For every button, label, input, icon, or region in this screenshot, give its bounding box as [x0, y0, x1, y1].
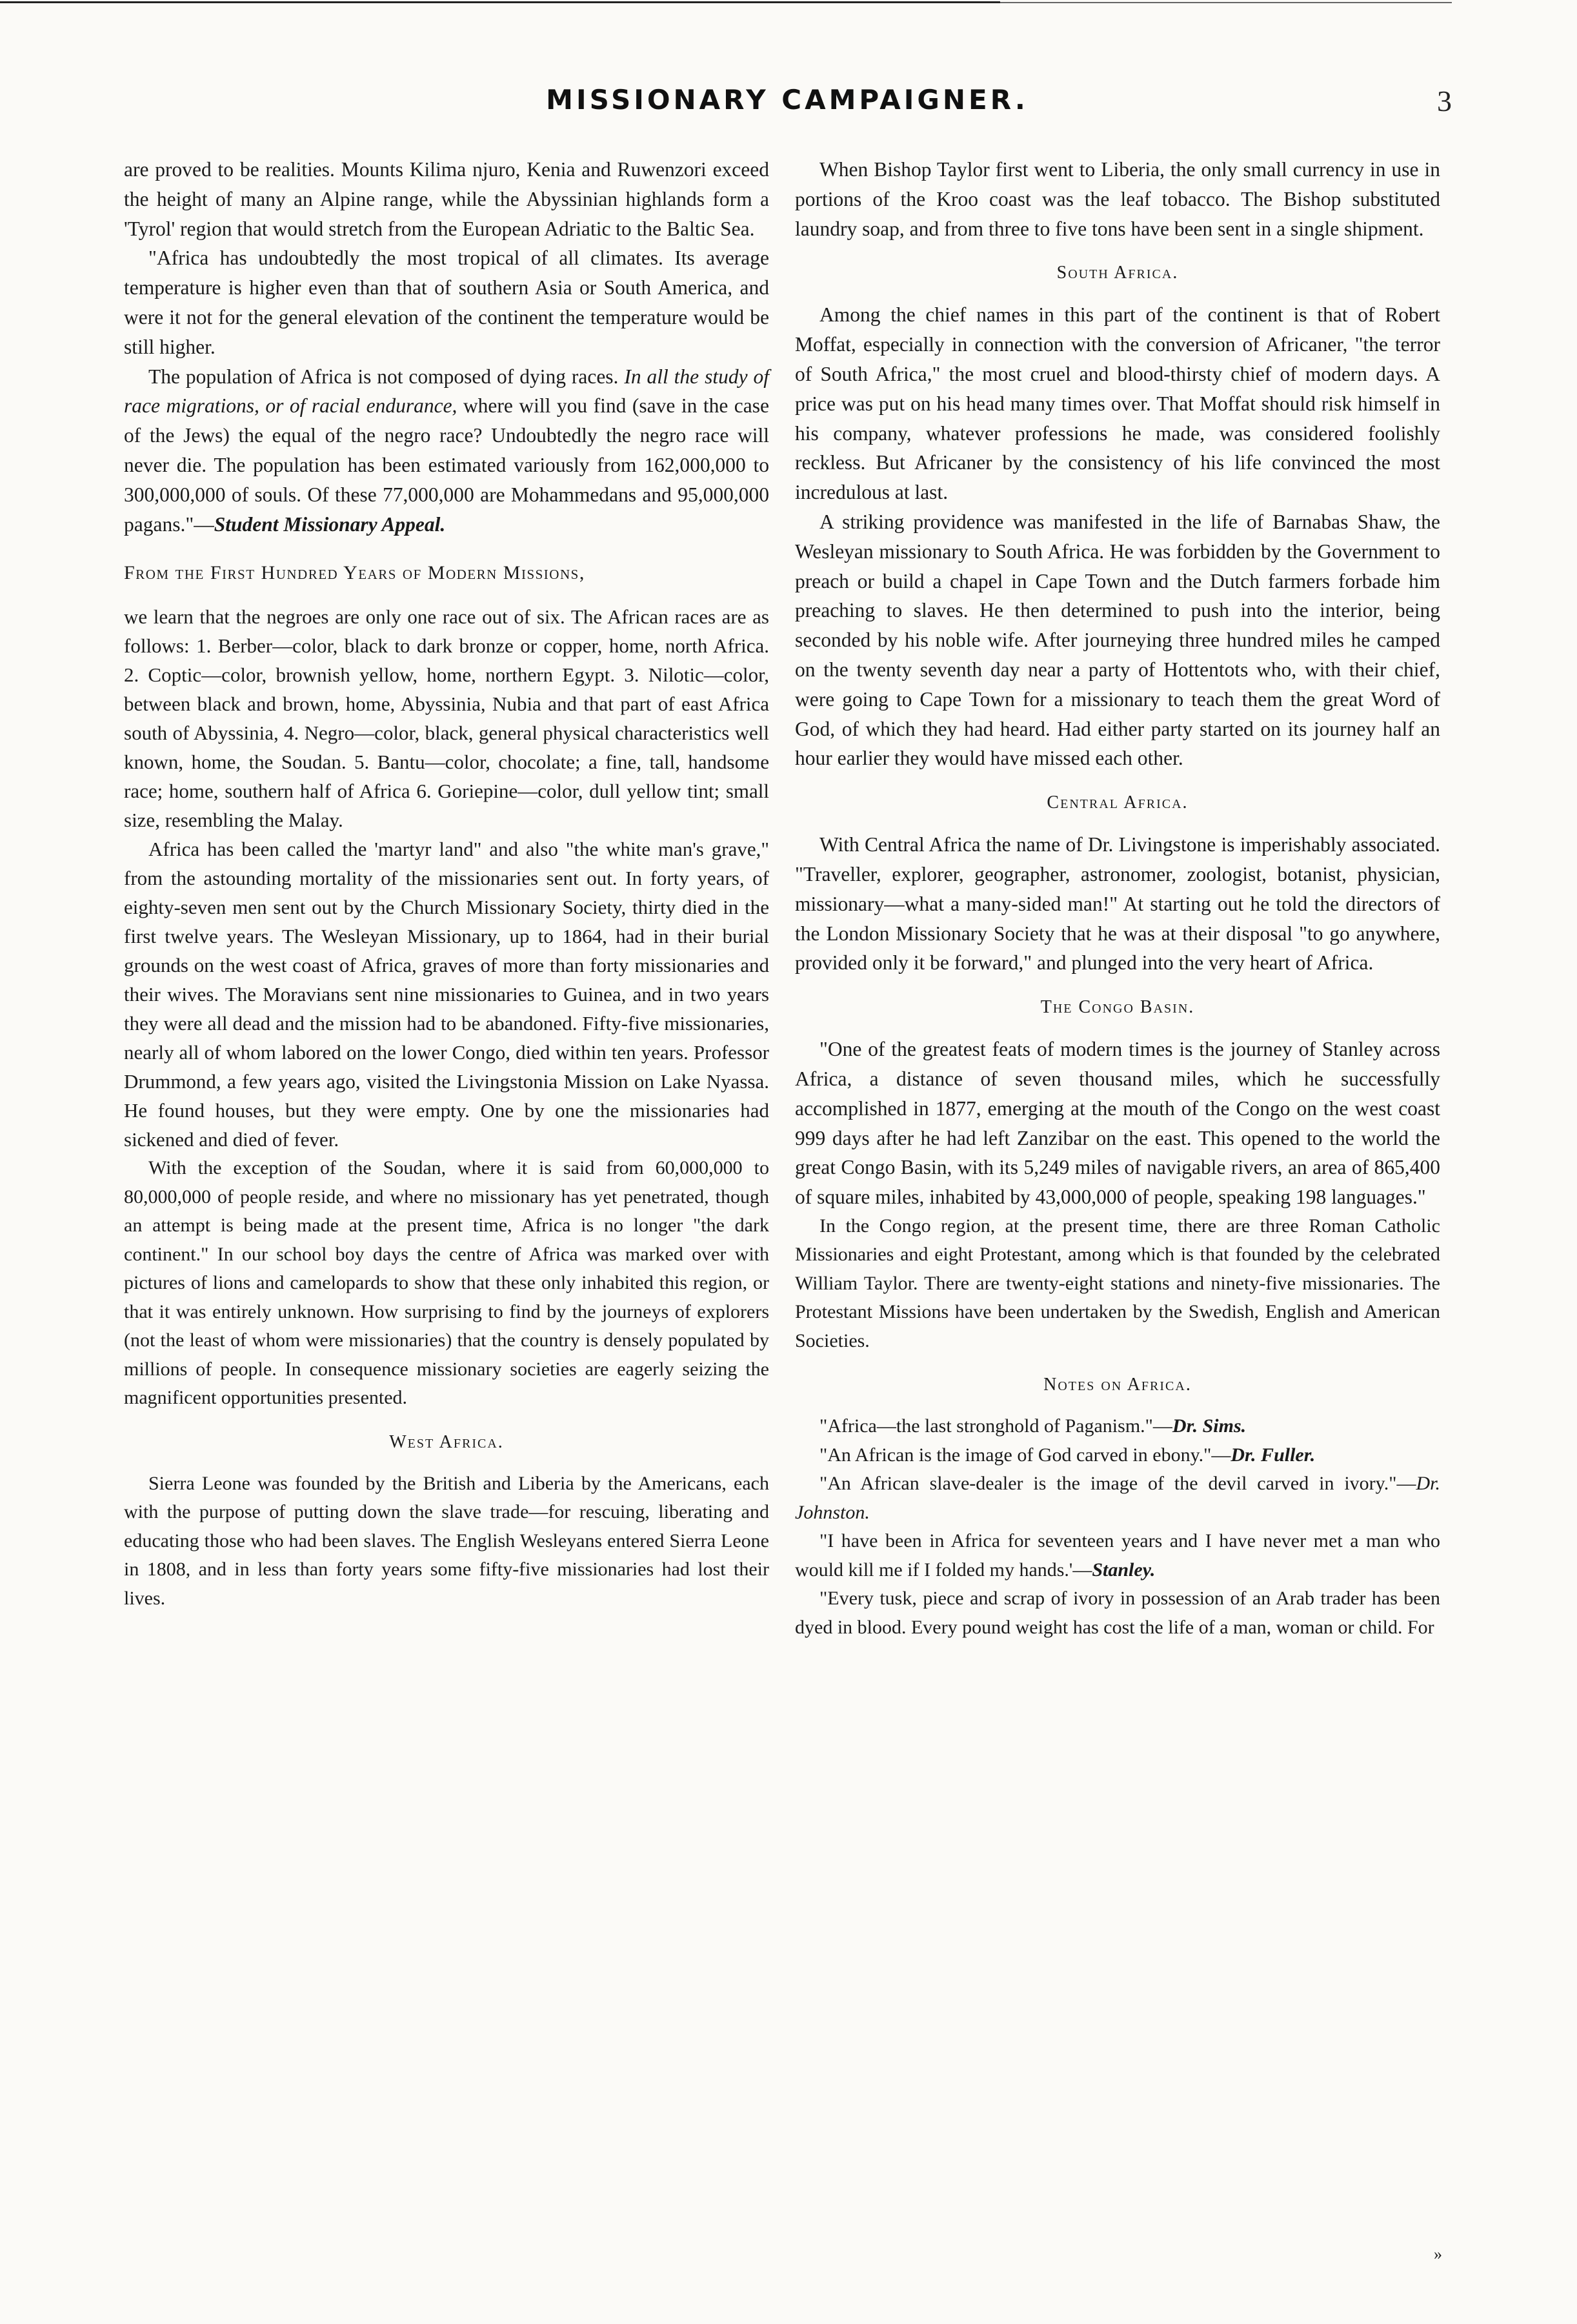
- magazine-title: MISSIONARY CAMPAIGNER.: [546, 84, 1029, 116]
- paragraph-congo-missions: In the Congo region, at the present time, there are three Roman Catholic Missionaries and eight Protestant, among which is that founded by the celebrated William Taylor. There are twenty-eight stations and ninety-five missionaries. The Protestant Missions have been undertaken by the Swedish, English and American Societies.: [795, 1215, 1440, 1351]
- top-rule-thin: [1000, 2, 1452, 3]
- heading-first-hundred-years: From the First Hundred Years of Modern Missions,: [124, 562, 585, 584]
- note-sims-text: "Africa—the last stronghold of Paganism."—: [819, 1415, 1172, 1437]
- paragraph-sierra-leone: Sierra Leone was founded by the British and Liberia by the Americans, each with the purpose of putting down the slave trade—for rescuing, liberating and educating those who had been slaves. The English Wesleyans entered Sierra Leone in 1808, and in less than forty years some fifty-five missionaries had lost their lives.: [124, 1472, 769, 1609]
- note-ivory: "Every tusk, piece and scrap of ivory in possession of an Arab trader has been dyed in blood. Every pound weight has cost the life of a man, woman or child. For: [795, 1588, 1440, 1638]
- heading-notes-on-africa: Notes on Africa.: [1043, 1375, 1192, 1395]
- paragraph-martyr-land: Africa has been called the 'martyr land" and also "the white man's grave," from the astounding mortality of the missionaries sent out. In forty years, of eighty-seven men sent out by the Church Missionary Society, thirty died in the first twelve years. The Wesleyan Missionary, up to 1864, had in their burial grounds on the west coast of Africa, graves of more than forty missionaries and their wives. The Moravians sent nine missionaries to Guinea, and in two years they were all dead and the mission had to be abandoned. Fifty-five missionaries, nearly all of whom labored on the lower Congo, died within ten years. Professor Drummond, a few years ago, visited the Livingstonia Mission on Lake Nyassa. He found houses, but they were empty. One by one the missionaries had sickened and died of fever.: [124, 838, 769, 1151]
- paragraph-mountains: are proved to be realities. Mounts Kilima njuro, Kenia and Ruwenzori exceed the height of many an Alpine range, while the Abyssinian highlands form a 'Tyrol' region that would stretch from the European Adriatic to the Baltic Sea.: [124, 158, 769, 240]
- note-sims-cite: Dr. Sims.: [1172, 1415, 1247, 1437]
- paragraph-bishop-taylor: When Bishop Taylor first went to Liberia, the only small currency in use in portions of the Kroo coast was the leaf tobacco. The Bishop substituted laundry soap, and from three to five tons have been sent in a single shipment.: [795, 158, 1440, 240]
- note-johnston: [795, 1470, 1440, 1527]
- paragraph-soudan: With the exception of the Soudan, where it is said from 60,000,000 to 80,000,000 of people reside, and where no missionary has yet penetrated, though an attempt is being made at the present time, Africa is no longer "the dark continent." In our school boy days the centre of Africa was marked over with pictures of lions and camelopards to show that these only inhabited this region, or that it was entirely unknown. How surprising to find by the journeys of explorers (not the least of whom were missionaries) that the country is densely populated by millions of people. In consequence missionary societies are eagerly seizing the magnificent opportunities presented.: [124, 1157, 769, 1409]
- note-stanley-cite: Stanley.: [1092, 1559, 1156, 1581]
- top-rule: [0, 0, 1577, 4]
- note-stanley-text: "I have been in Africa for seventeen years and I have never met a man who would kill me if I folded my hands.'—: [795, 1530, 1440, 1581]
- note-fuller-cite: Dr. Fuller.: [1230, 1444, 1316, 1466]
- page-corner-mark: »: [1434, 2245, 1442, 2263]
- population-text-a: The population of Africa is not composed of dying races.: [148, 365, 619, 388]
- paragraph-african-races: we learn that the negroes are only one race out of six. The African races are as follows: 1. Berber—color, black to dark bronze or copper, home, north Africa. 2. Coptic—color, brownish yellow, home, northern Egypt. 3. Nilotic—color, between black and brown, home, Abyssinia, Nubia and that part of east Africa south of Abyssinia, 4. Negro—color, black, general physical characteristics well known, home, the Soudan. 5. Bantu—color, chocolate; a fine, tall, handsome race; home, southern half of Africa 6. Goriepine—color, dull yellow tint; small size, resembling the Malay.: [124, 605, 769, 832]
- right-column: [795, 155, 1440, 1642]
- top-rule-thick: [0, 1, 1000, 3]
- paragraph-population: [124, 362, 769, 540]
- note-fuller: [795, 1441, 1440, 1470]
- paragraph-barnabas-shaw: A striking providence was manifested in the life of Barnabas Shaw, the Wesleyan missionary to South Africa. He was forbidden by the Government to preach or build a chapel in Cape Town and the Dutch farmers forbade him preaching to slaves. He then determined to push into the interior, being seconded by his noble wife. After journeying three hundred miles he camped on the twenty seventh day near a party of Hottentots who, with their chief, were going to Cape Town for a missionary to teach them the great Word of God, of which they had heard. Had either party started on its journey half an hour earlier they would have missed each other.: [795, 510, 1440, 770]
- population-text-c: where will you find (save in the case of the Jews) the equal of the negro race? Undoubtedly the negro race will never die. The population has been estimated variously from 162,000,000 to 300,000,000 of souls. Of these 77,000,000 are Mohammedans and 95,000,000 pagans."—: [124, 394, 770, 536]
- paragraph-stanley-journey: "One of the greatest feats of modern times is the journey of Stanley across Africa, a distance of seven thousand miles, which he successfully accomplished in 1877, emerging at the mouth of the Congo on the west coast 999 days after he had left Zanzibar on the east. This opened to the world the great Congo Basin, with its 5,249 miles of navigable rivers, an area of 865,400 of square miles, inhabited by 43,000,000 of people, speaking 198 languages.": [795, 1038, 1440, 1209]
- heading-west-africa: West Africa.: [389, 1431, 504, 1452]
- note-johnston-cite: Dr. Johnston.: [795, 1473, 1440, 1523]
- population-citation: Student Missionary Appeal.: [214, 512, 446, 536]
- paragraph-livingstone: With Central Africa the name of Dr. Livingstone is imperishably associated. "Traveller, explorer, geographer, astronomer, zoologist, botanist, physician, missionary—what a many-sided man!" At starting out he told the directors of the London Missionary Society that he was at their disposal "to go anywhere, provided only it be forward," and plunged into the very heart of Africa.: [795, 833, 1440, 975]
- note-sims: [795, 1412, 1440, 1441]
- note-johnston-text: "An African slave-dealer is the image of the devil carved in ivory."—: [819, 1473, 1416, 1495]
- heading-congo-basin: The Congo Basin.: [1040, 997, 1195, 1018]
- population-italic: In all the study of race migrations, or of racial endurance,: [124, 365, 769, 418]
- paragraph-climate: "Africa has undoubtedly the most tropical of all climates. Its average temperature is higher even than that of southern Asia or South America, and were it not for the general elevation of the continent the temperature would be still higher.: [124, 247, 769, 358]
- page-number: 3: [1437, 85, 1452, 117]
- note-fuller-text: "An African is the image of God carved in ebony."—: [819, 1444, 1231, 1466]
- heading-central-africa: Central Africa.: [1047, 793, 1189, 813]
- note-stanley: [795, 1527, 1440, 1584]
- heading-south-africa: South Africa.: [1056, 263, 1179, 283]
- page-header: [123, 84, 1452, 123]
- left-column: [124, 155, 769, 1613]
- paragraph-moffat: Among the chief names in this part of the continent is that of Robert Moffat, especially in connection with the conversion of Africaner, "the terror of South Africa," the most cruel and blood-thirsty chief of modern days. A price was put on his head many times over. That Moffat should risk himself in his company, whatever professions he made, was considered foolishly reckless. But Africaner by the consistency of his life convinced the most incredulous at last.: [795, 303, 1440, 504]
